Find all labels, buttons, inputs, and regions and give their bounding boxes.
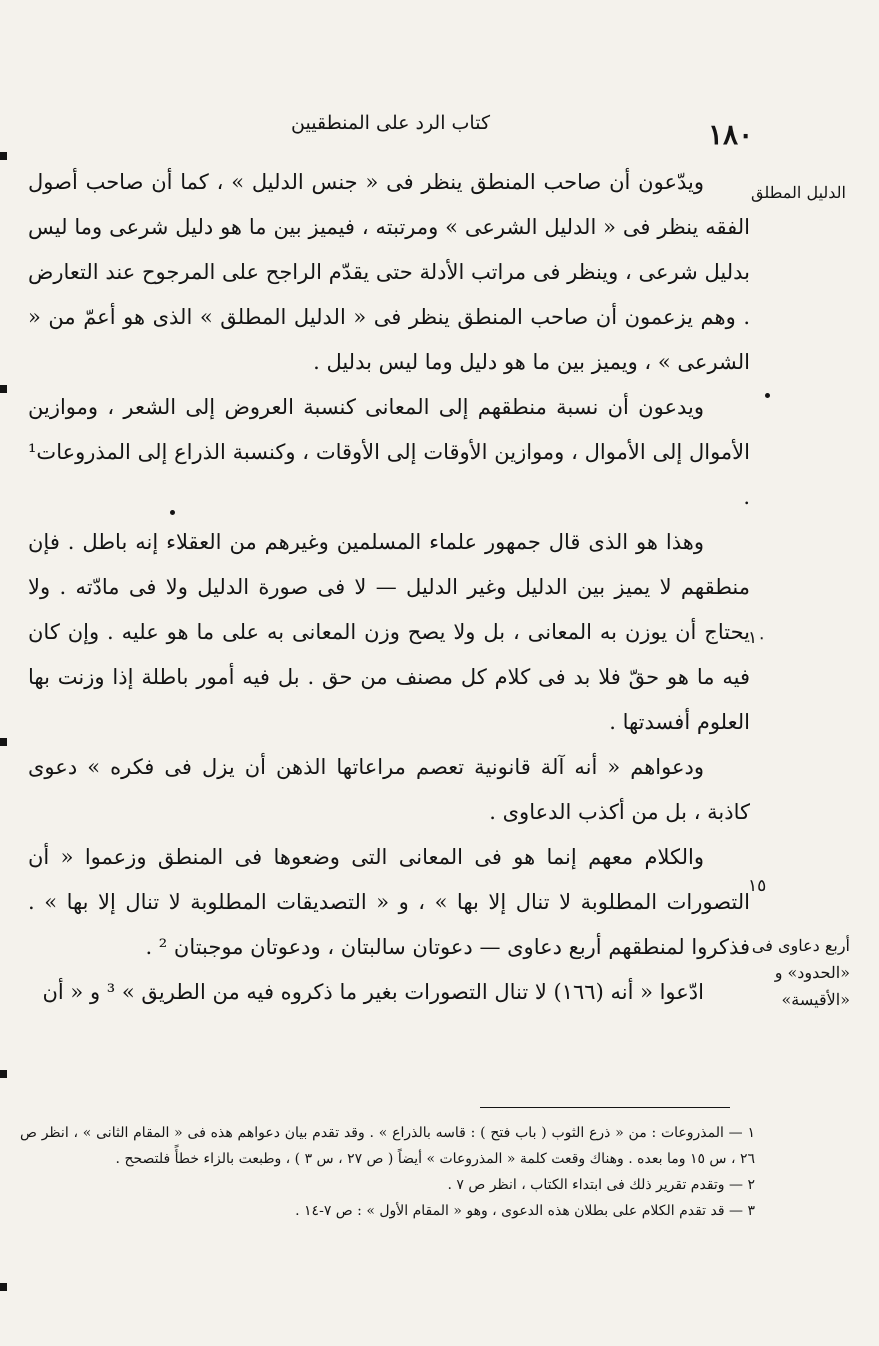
paragraph: وهذا هو الذى قال جمهور علماء المسلمين وغيرهم من العقلاء إنه باطل . فإن منطقهم لا يميز بين الدليل وغير الدليل — لا فى صورة الدليل ولا فى مادّته . ولا يحتاج أن يوزن به المعانى ، بل ولا يصح وزن المعانى به على ما هو عليه . وإن كان فيه ما هو حقّ فلا بد فى كلام كل مصنف من حق . بل فيه أمور باطلة إذا وزنت بها العلوم أفسدتها . [28,530,750,734]
paragraph: والكلام معهم إنما هو فى المعانى التى وضعوها فى المنطق وزعموا « أن التصورات المطلوبة لا تنال إلا بها » ، و « التصديقات المطلوبة لا تنال إلا بها » . فذكروا لمنطقهم أربع دعاوى — دعوتان سالبتان ، ودعوتان موجبتان ² . [28,845,750,959]
main-text [28,160,750,1015]
footnote: ٣ — قد تقدم الكلام على بطلان هذه الدعوى ، وهو « المقام الأول » : ص ٧-١٤ . [295,1203,755,1219]
paragraph: ويدّعون أن صاحب المنطق ينظر فى « جنس الدليل » ، كما أن صاحب أصول الفقه ينظر فى « الدليل الشرعى » ومرتبته ، فيميز بين ما هو دليل شرعى وما ليس بدليل شرعى ، وينظر فى مراتب الأدلة حتى يقدّم الراجح على المرجوح عند التعارض . وهم يزعمون أن صاحب المنطق ينظر فى « الدليل المطلق » الذى هو أعمّ من « الشرعى » ، ويميز بين ما هو دليل وما ليس بدليل . [28,170,750,374]
paragraph: ويدعون أن نسبة منطقهم إلى المعانى كنسبة العروض إلى الشعر ، وموازين الأموال إلى الأموال ، وموازين الأوقات إلى الأوقات ، وكنسبة الذراع إلى المذروعات¹ . [28,395,750,509]
paragraph: ودعواهم « أنه آلة قانونية تعصم مراعاتها الذهن أن يزل فى فكره » دعوى كاذبة ، بل من أكذب الدعاوى . [28,755,750,824]
footnote: ٢ — وتقدم تقرير ذلك فى ابتداء الكتاب ، انظر ص ٧ . [447,1177,755,1193]
footnote-rule [480,1107,730,1108]
edge-mark [0,738,7,746]
paragraph: ادّعوا « أنه (١٦٦) لا تنال التصورات بغير ما ذكروه فيه من الطريق » ³ و « أن [42,980,704,1004]
footnotes [20,1120,755,1224]
edge-mark [0,1070,7,1078]
line-number-15: ١٥ [748,876,767,896]
footnote: ١ — المذروعات : من « ذرع الثوب ( باب فتح ) : قاسه بالذراع » . وقد تقدم بيان دعواهم هذه فى « المقام الثانى » ، انظر ص ٢٦ ، س ١٥ وما بعده . وهناك وقعت كلمة « المذروعات » أيضاً ( ص ٢٧ ، س ٣ ) ، وطبعت بالزاء خطأً فلتصحح . [20,1125,755,1167]
margin-note-absolute-proof: الدليل المطلق [751,183,846,202]
page-number: ١٨٠ [708,118,754,151]
edge-mark [0,152,7,160]
margin-dot [765,393,770,398]
edge-mark [0,385,7,393]
edge-mark [0,1283,7,1291]
running-title: كتاب الرد على المنطقيين [291,112,490,134]
line-number-10: ١٠ [748,628,767,648]
margin-note-four-claims: أربع دعاوى فى «الحدود» و «الأقيسة» [751,936,850,1009]
